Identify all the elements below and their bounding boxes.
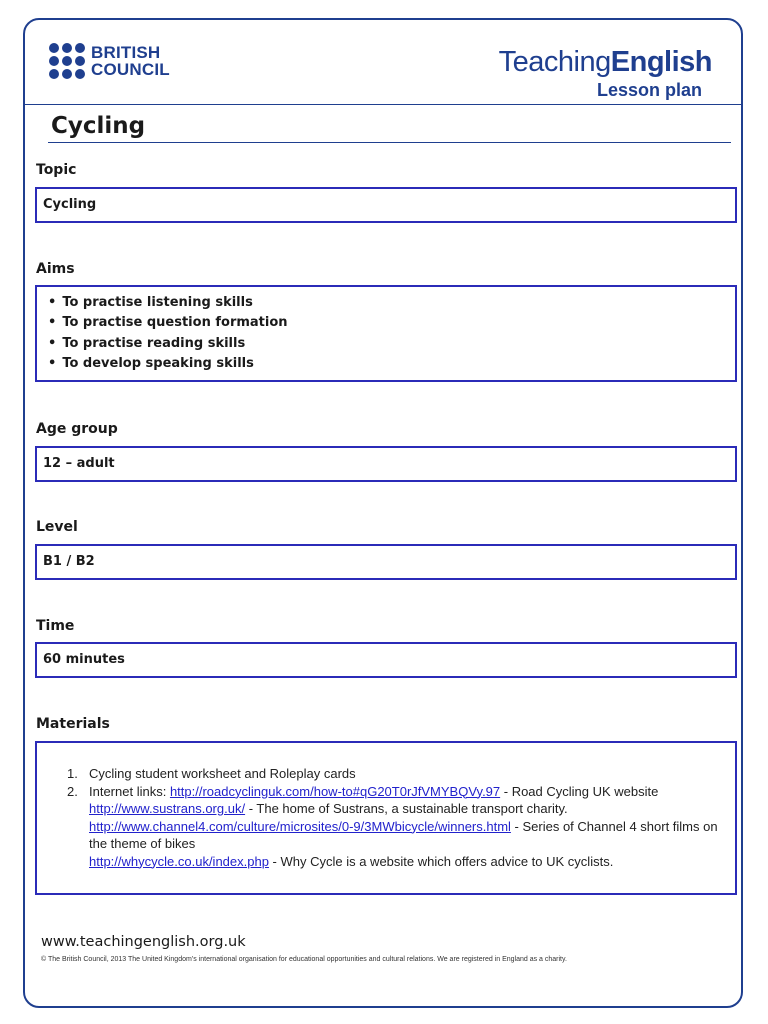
te-logo-light: Teaching [498,46,611,78]
page-title: Cycling [51,113,146,139]
materials-item-text: Cycling student worksheet and Roleplay cards [89,766,356,781]
aims-label: Aims [36,261,75,277]
road-cycling-uk-desc: - Road Cycling UK website [500,783,659,799]
materials-list [67,765,732,870]
materials-box [35,741,737,895]
why-cycle-link[interactable]: http://whycycle.co.uk/index.php [89,853,269,869]
materials-link-line-3 [89,818,732,853]
internet-links-prefix: Internet links: [89,783,170,799]
materials-item-1 [67,765,732,783]
aims-box [35,285,737,382]
channel4-link[interactable]: http://www.channel4.com/culture/microsites/0-9/3MWbicycle/winners.html [89,818,511,834]
materials-link-line-1 [89,783,732,801]
level-box [35,544,737,580]
bc-logo-line2: COUNCIL [91,60,170,79]
road-cycling-uk-link[interactable]: http://roadcyclinguk.com/how-to#qG20T0rJfVMYBQVy.97 [169,783,501,799]
footer-url[interactable]: www.teachingenglish.org.uk [41,934,246,950]
level-value: B1 / B2 [43,554,95,569]
topic-value: Cycling [43,197,97,212]
te-logo-bold: English [610,46,712,78]
materials-item-2 [67,783,732,871]
age-group-value: 12 – adult [43,456,115,471]
age-group-box [35,446,737,482]
time-label: Time [36,618,75,634]
materials-item-number: 2. [67,783,78,799]
materials-link-line-4 [89,853,732,871]
bc-logo-line1: BRITISH [91,43,161,62]
aim-item: • To practise question formation [48,313,288,333]
time-value: 60 minutes [43,652,125,667]
title-divider [48,142,731,143]
header-divider [25,104,741,105]
topic-box [35,187,737,223]
aim-item: • To practise listening skills [48,293,288,313]
channel4-desc: - Series of Channel 4 short films on the theme of bikes [89,818,718,851]
sustrans-desc: - The home of Sustrans, a sustainable transport charity. [245,801,568,816]
topic-label: Topic [36,162,77,178]
materials-label: Materials [36,716,110,732]
aim-item: • To practise reading skills [48,334,288,354]
teaching-english-logo[interactable] [499,46,712,78]
age-group-label: Age group [36,421,118,437]
footer-copyright: © The British Council, 2013 The United Kingdom’s international organisation for educational opportunities and cultural relations. We are registered in England as a charity. [41,956,567,963]
british-council-wordmark [91,44,170,78]
aims-list [48,293,288,374]
page-header [0,0,768,110]
why-cycle-desc: - Why Cycle is a website which offers advice to UK cyclists. [268,853,614,869]
british-council-logo[interactable] [49,43,199,83]
materials-item-number: 1. [67,766,78,781]
materials-link-line-2 [89,800,732,818]
level-label: Level [36,519,78,535]
aim-item: • To develop speaking skills [48,354,288,374]
lesson-plan-subtitle: Lesson plan [596,80,702,100]
sustrans-link[interactable]: http://www.sustrans.org.uk/ [89,801,246,816]
british-council-dots-icon [49,43,87,79]
time-box [35,642,737,678]
